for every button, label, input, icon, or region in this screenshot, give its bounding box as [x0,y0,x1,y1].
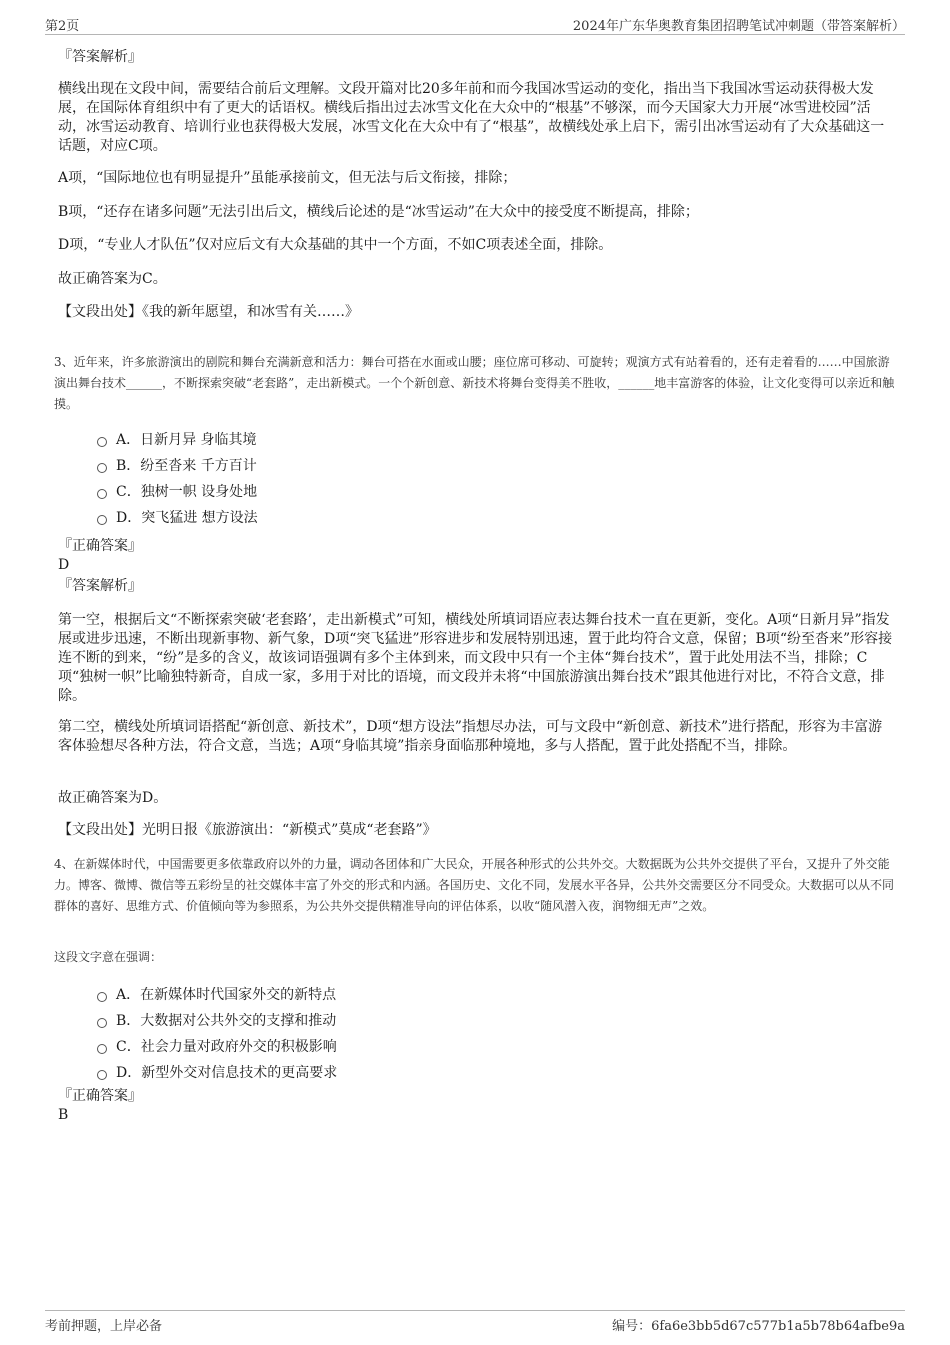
q2-conclusion: 故正确答案为C。 [58,271,167,287]
q2-analysis-option-d: D项，“专业人才队伍”仅对应后文有大众基础的其中一个方面，不如C项表述全面，排除。 [58,237,613,253]
radio-icon[interactable] [97,1018,107,1028]
q4-option-b[interactable] [97,1008,497,1034]
option-label: A．在新媒体时代国家外交的新特点 [116,987,337,1003]
page-number: 第2页 [45,19,80,34]
option-label: A．日新月异 身临其境 [116,432,257,448]
q3-analysis-label: 『答案解析』 [58,578,142,594]
page-footer [45,1310,905,1333]
q3-source: 【文段出处】光明日报《旅游演出：“新模式”莫成“老套路”》 [58,822,437,838]
document-title: 2024年广东华奥教育集团招聘笔试冲刺题（带答案解析） [572,19,905,34]
q2-analysis-option-b: B项，“还存在诸多问题”无法引出后文，横线后论述的是“冰雪运动”在大众中的接受度不断提高，排除； [58,204,699,220]
q4-stem: 4、在新媒体时代，中国需要更多依靠政府以外的力量，调动各团体和广大民众，开展各种形式的公共外交。大数据既为公共外交提供了平台，又提升了外交能力。博客、微博、微信等五彩纷呈的社交媒体丰富了外交的形式和内涵。各国历史、文化不同，发展水平各异，公共外交需要区分不同受众。大数据可以从不同群体的喜好、思维方式、价值倾向等为参照系，为公共外交提供精准导向的评估体系，以收“随风潜入夜，润物细无声”之效。 [54,857,895,913]
q2-analysis-paragraph: 横线出现在文段中间，需要结合前后文理解。文段开篇对比20多年前和而今我国冰雪运动的变化，指出当下我国冰雪运动获得极大发展，在国际体育组织中有了更大的话语权。横线后指出过去冰雪文化在大众中的“根基”不够深，而今天国家大力开展“冰雪进校园”活动，冰雪运动教育、培训行业也获得极大发展，冰雪文化在大众中有了“根基”，故横线处承上启下，需引出冰雪运动有了大众基础这一话题，对应C项。 [58,81,885,154]
q4-answer-label: 『正确答案』 [58,1088,142,1104]
q4-option-d[interactable] [97,1060,497,1086]
q3-option-a[interactable] [97,427,497,453]
radio-icon[interactable] [97,515,107,525]
option-label: C．社会力量对政府外交的积极影响 [116,1039,337,1055]
radio-icon[interactable] [97,1070,107,1080]
q4-question: 这段文字意在强调： [54,950,163,964]
q3-conclusion: 故正确答案为D。 [58,790,168,806]
q3-options [97,427,497,531]
q4-option-a[interactable] [97,982,497,1008]
radio-icon[interactable] [97,1044,107,1054]
q3-option-c[interactable] [97,479,497,505]
q3-answer-label: 『正确答案』 [58,538,142,554]
option-label: B．纷至沓来 千方百计 [116,458,257,474]
q3-analysis-paragraph-2: 第二空，横线处所填词语搭配“新创意、新技术”，D项“想方设法”指想尽办法，可与文段中“新创意、新技术”进行搭配，形容为丰富游客体验想尽各种方法，符合文意，当选；A项“身临其境”指亲身面临那种境地，多与人搭配，置于此处搭配不当，排除。 [58,719,883,754]
footer-slogan: 考前押题，上岸必备 [45,1319,163,1334]
q3-answer: D [58,557,70,573]
document-code: 编号：6fa6e3bb5d67c577b1a5b78b64afbe9a [612,1319,905,1334]
q3-option-b[interactable] [97,453,497,479]
q3-option-d[interactable] [97,505,497,531]
option-label: C．独树一帜 设身处地 [116,484,258,500]
q4-option-c[interactable] [97,1034,497,1060]
page-header [45,12,905,35]
q4-options [97,982,497,1086]
q2-analysis-label: 『答案解析』 [58,49,142,65]
option-label: D．新型外交对信息技术的更高要求 [116,1065,338,1081]
option-label: D．突飞猛进 想方设法 [116,510,258,526]
q3-stem: 3、近年来，许多旅游演出的剧院和舞台充满新意和活力：舞台可搭在水面或山腰；座位席可移动、可旋转；观演方式有站着看的，还有走着看的……中国旅游演出舞台技术______，不断探索突破“老套路”，走出新模式。一个个新创意、新技术将舞台变得美不胜收，______地丰富游客的体验，让文化变得可以亲近和触摸。 [54,355,895,411]
radio-icon[interactable] [97,992,107,1002]
radio-icon[interactable] [97,489,107,499]
q4-answer: B [58,1107,69,1123]
q2-source: 【文段出处】《我的新年愿望，和冰雪有关……》 [58,304,359,320]
option-label: B．大数据对公共外交的支撑和推动 [116,1013,337,1029]
radio-icon[interactable] [97,463,107,473]
q3-analysis-paragraph-1: 第一空，根据后文“不断探索突破‘老套路’，走出新模式”可知，横线处所填词语应表达舞台技术一直在更新，变化。A项“日新月异”指发展或进步迅速，不断出现新事物、新气象，D项“突飞猛进”形容进步和发展特别迅速，置于此均符合文意，保留；B项“纷至沓来”形容接连不断的到来，“纷”是多的含义，故该词语强调有多个主体到来，而文段中只有一个主体“舞台技术”，置于此处用法不当，排除；C项“独树一帜”比喻独特新奇，自成一家，多用于对比的语境，而文段并未将“中国旅游演出舞台技术”跟其他进行对比，不符合文意，排除。 [58,612,893,704]
radio-icon[interactable] [97,437,107,447]
q2-analysis-option-a: A项，“国际地位也有明显提升”虽能承接前文，但无法与后文衔接，排除； [58,170,517,186]
